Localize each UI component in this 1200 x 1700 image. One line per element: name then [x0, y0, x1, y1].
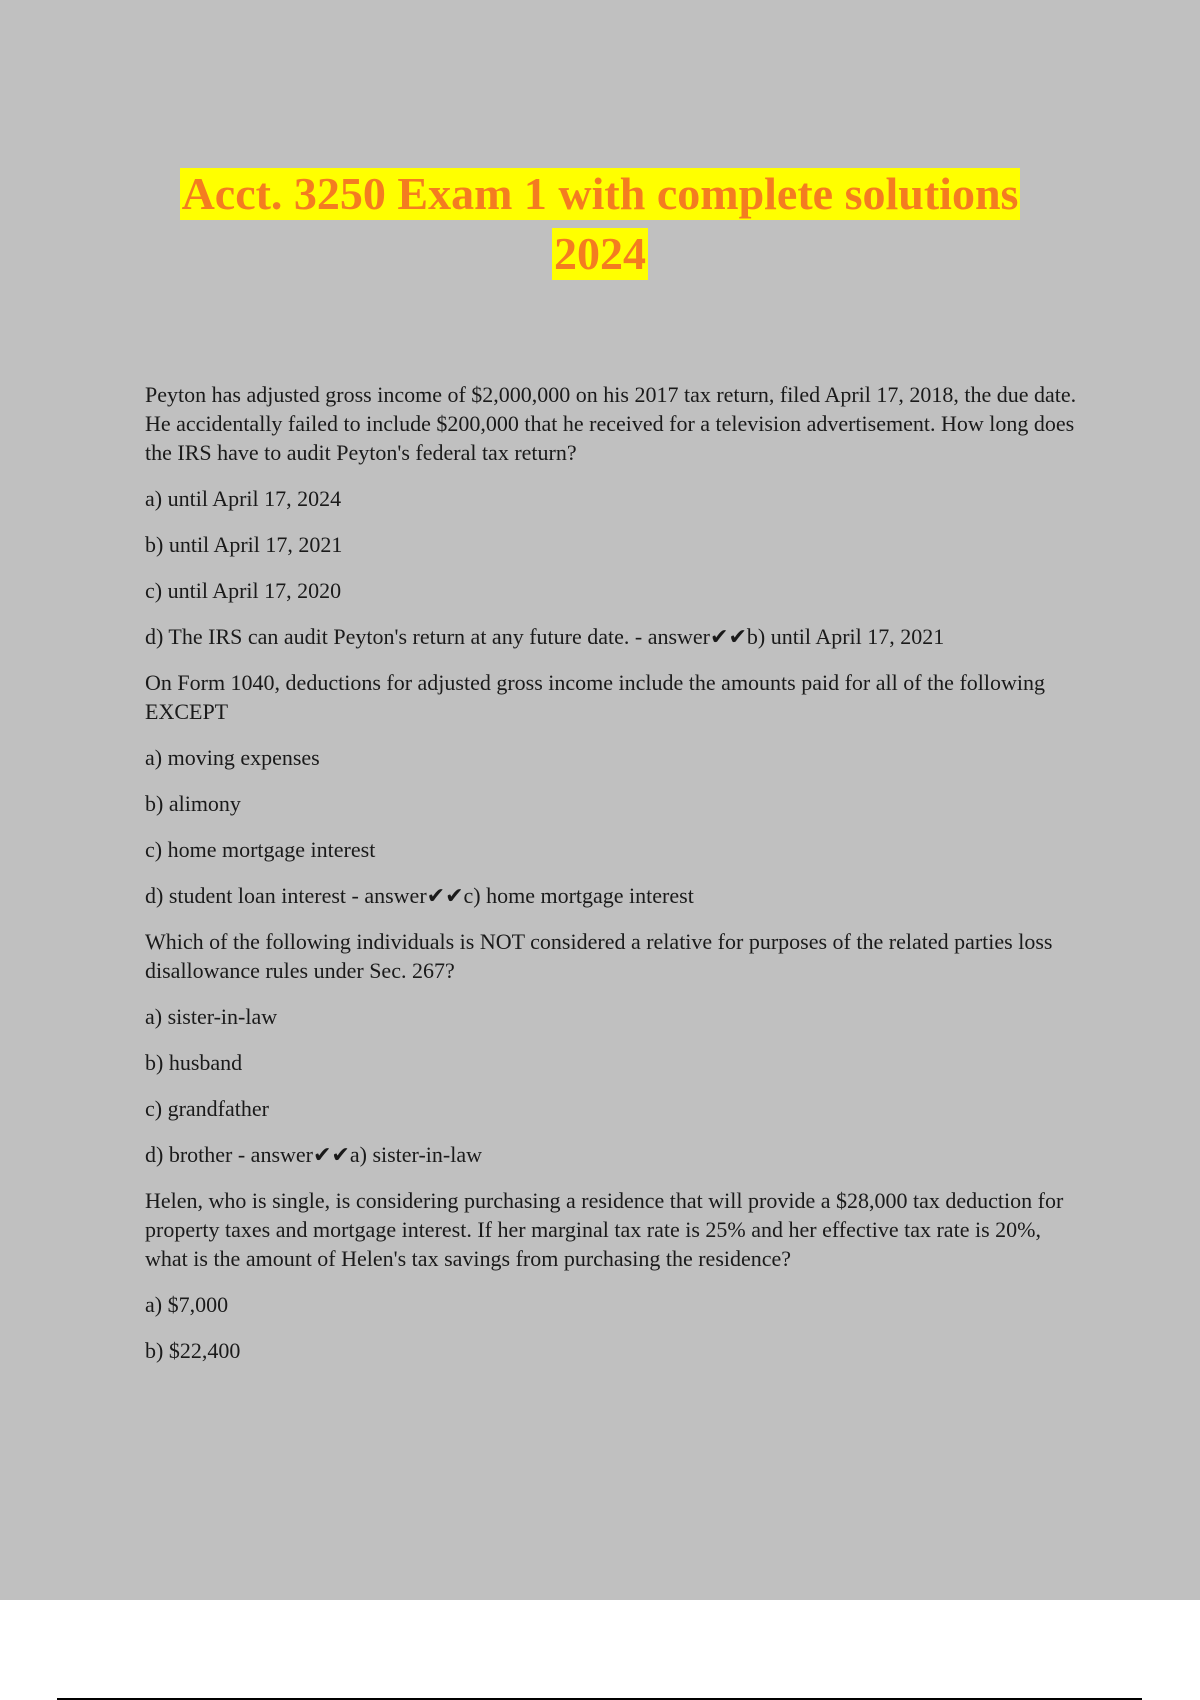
question-block-1: [145, 380, 1085, 651]
option-item: c) grandfather: [145, 1096, 269, 1121]
answer-text: - answer✔✔c) home mortgage interest: [346, 883, 694, 908]
option-item: c) home mortgage interest: [145, 837, 376, 862]
option-with-answer: [145, 881, 1085, 910]
document-title: [0, 168, 1200, 288]
option-item: d) student loan interest: [145, 883, 347, 908]
option-item: b) husband: [145, 1050, 243, 1075]
option-item: b) alimony: [145, 791, 241, 816]
question-block-3: [145, 927, 1085, 1169]
option-with-answer: [145, 1140, 1085, 1169]
title-line-2: 2024: [554, 228, 646, 279]
document-body: [145, 380, 1085, 1382]
option-item: d) brother: [145, 1142, 233, 1167]
answer-text: - answer✔✔a) sister-in-law: [232, 1142, 482, 1167]
option-item: a) sister-in-law: [145, 1004, 278, 1029]
question-block-4: [145, 1186, 1085, 1365]
question-block-2: [145, 668, 1085, 910]
question-text: On Form 1040, deductions for adjusted gross income include the amounts paid for all of the following EXCEPT: [145, 670, 1046, 724]
option-item: a) $7,000: [145, 1292, 229, 1317]
question-text: Peyton has adjusted gross income of $2,000,000 on his 2017 tax return, filed April 17, 2018, the due date. He accidentally failed to include $200,000 that he received for a television advertisement. How long does the IRS have to audit Peyton's federal tax return?: [145, 382, 1077, 465]
option-item: a) moving expenses: [145, 745, 320, 770]
option-item: b) until April 17, 2021: [145, 532, 343, 557]
title-line-1: Acct. 3250 Exam 1 with complete solutions: [181, 168, 1019, 219]
option-item: b) $22,400: [145, 1338, 241, 1363]
option-item: c) until April 17, 2020: [145, 578, 342, 603]
question-text: Which of the following individuals is NOT considered a relative for purposes of the related parties loss disallowance rules under Sec. 267?: [145, 929, 1053, 983]
question-text: Helen, who is single, is considering purchasing a residence that will provide a $28,000 tax deduction for property taxes and mortgage interest. If her marginal tax rate is 25% and her effective tax rate is 20%, what is the amount of Helen's tax savings from purchasing the residence?: [145, 1188, 1064, 1271]
answer-text: - answer✔✔b) until April 17, 2021: [629, 624, 945, 649]
option-item: a) until April 17, 2024: [145, 486, 342, 511]
option-item: d) The IRS can audit Peyton's return at any future date.: [145, 624, 630, 649]
option-with-answer: [145, 622, 1085, 651]
